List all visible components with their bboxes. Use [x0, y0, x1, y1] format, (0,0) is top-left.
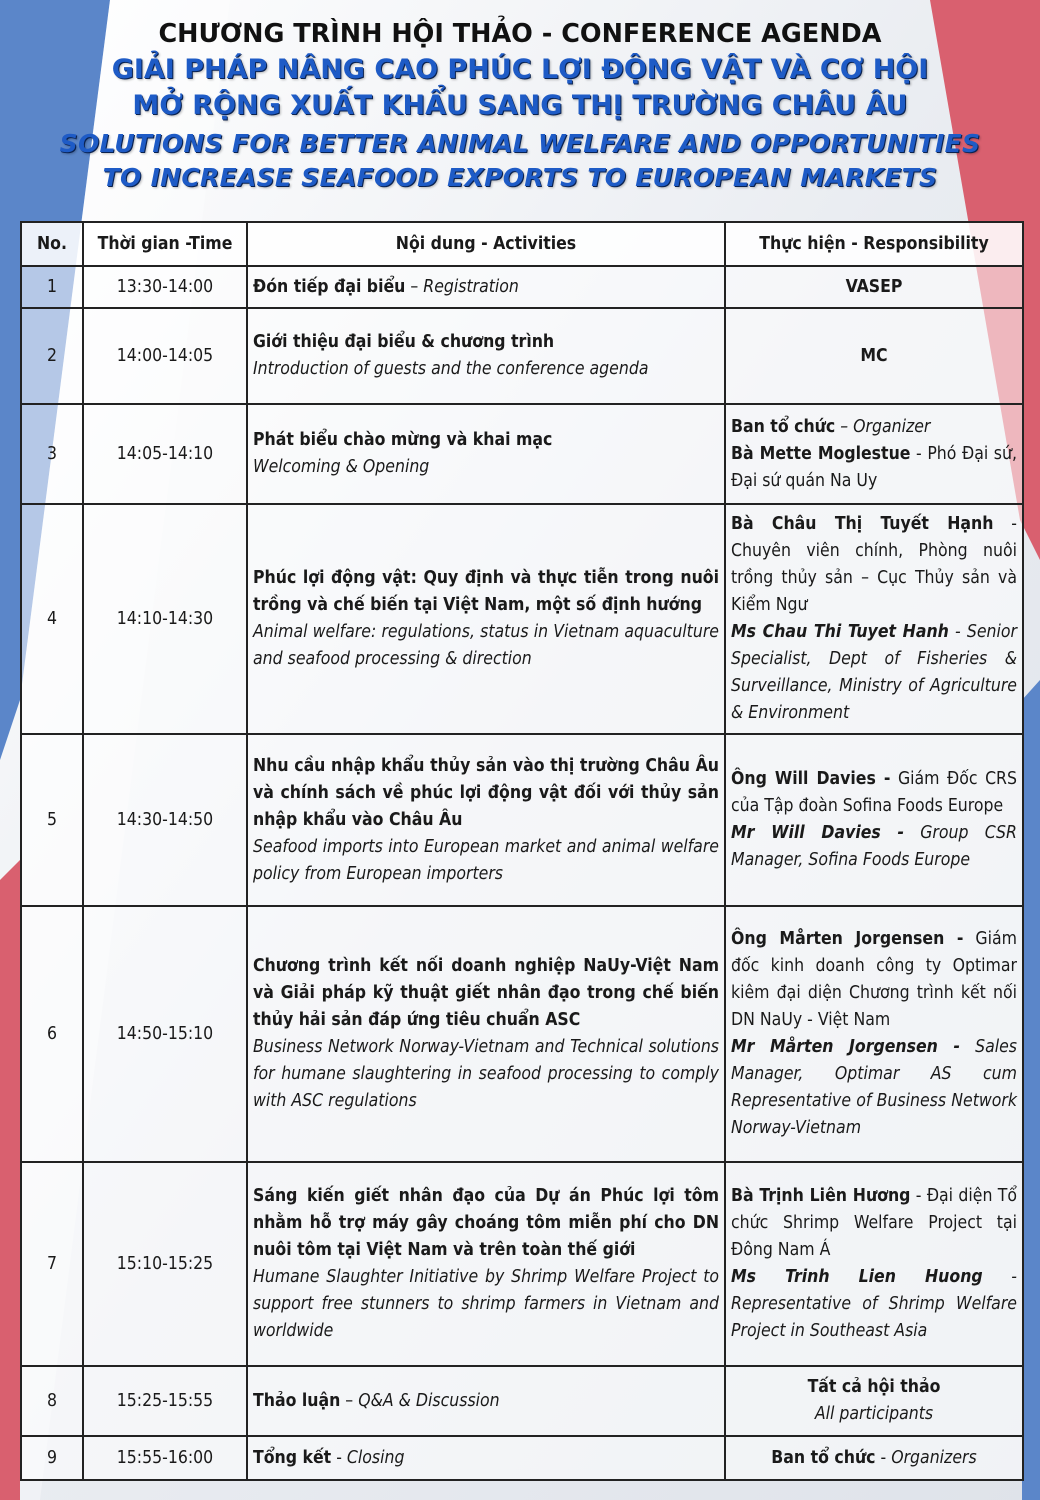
responsibility-name: Bà Châu Thị Tuyết Hạnh	[731, 514, 994, 534]
responsibility-en: All participants	[814, 1404, 934, 1424]
table-header-row	[21, 222, 1023, 266]
activity-en: Animal welfare: regulations, status in Vietnam aquaculture and seafood processing & direction	[253, 622, 719, 669]
row-time: 15:10-15:25	[83, 1162, 247, 1366]
responsibility-name: Ms Trinh Lien Huong	[731, 1267, 983, 1287]
row-activity	[247, 1436, 725, 1480]
row-time: 15:25-15:55	[83, 1366, 247, 1436]
table-row	[21, 308, 1023, 404]
agenda-title: CHƯƠNG TRÌNH HỘI THẢO - CONFERENCE AGENDA	[158, 19, 882, 49]
responsibility-vi	[731, 1183, 1017, 1264]
responsibility-name: VASEP	[845, 276, 903, 297]
agenda-header	[0, 0, 1040, 195]
row-responsibility	[725, 308, 1023, 404]
activity-separator: –	[405, 276, 424, 297]
row-time: 15:55-16:00	[83, 1436, 247, 1480]
row-activity	[247, 504, 725, 734]
activity-separator: -	[331, 1447, 347, 1468]
table-row	[21, 1366, 1023, 1436]
activity-en: Registration	[423, 276, 519, 297]
responsibility-name: Mr Mårten Jorgensen -	[731, 1037, 960, 1057]
row-number: 9	[21, 1436, 83, 1480]
responsibility-name: Ms Chau Thi Tuyet Hanh	[731, 622, 949, 642]
activity-vi: Nhu cầu nhập khẩu thủy sản vào thị trường Châu Âu và chính sách về phúc lợi động vật đối với thủy sản nhập khẩu vào Châu Âu	[253, 755, 719, 830]
responsibility-role: – Organizer	[835, 416, 931, 437]
responsibility-role: - Phó Đại sứ, Đại sứ quán Na Uy	[731, 443, 1017, 491]
blue-stripe-bottom-right	[1022, 680, 1040, 1500]
column-header-responsibility: Thực hiện - Responsibility	[725, 222, 1023, 266]
row-responsibility	[725, 404, 1023, 504]
responsibility-separator: -	[875, 1447, 892, 1468]
activity-en: Seafood imports into European market and animal welfare policy from European importers	[253, 836, 719, 884]
responsibility-name: Ông Will Davies -	[731, 769, 891, 789]
activity-en: Humane Slaughter Initiative by Shrimp Welfare Project to support free stunners to shrimp farmers in Vietnam and worldwide	[253, 1267, 719, 1341]
activity-vi: Đón tiếp đại biểu	[253, 276, 406, 297]
row-time: 14:00-14:05	[83, 308, 247, 404]
activity-vi: Thảo luận	[253, 1390, 341, 1411]
responsibility-role: - Representative of Shrimp Welfare Project in Southeast Asia	[731, 1267, 1017, 1341]
responsibility-role: - Chuyên viên chính, Phòng nuôi trồng thủy sản – Cục Thủy sản và Kiểm Ngư	[731, 514, 1017, 615]
activity-en: Q&A & Discussion	[358, 1390, 500, 1411]
row-number: 8	[21, 1366, 83, 1436]
red-stripe-bottom-left	[0, 860, 20, 1500]
responsibility-en	[731, 1034, 1017, 1142]
responsibility-organizer	[731, 414, 1017, 441]
row-responsibility	[725, 266, 1023, 308]
activity-en: Closing	[346, 1447, 405, 1468]
responsibility-name: Mr Will Davies -	[731, 823, 905, 843]
responsibility-role: Giám Đốc CRS của Tập đoàn Sofina Foods Europe	[731, 769, 1017, 816]
responsibility-speaker	[731, 441, 1017, 495]
title-vi-line1: GIẢI PHÁP NÂNG CAO PHÚC LỢI ĐỘNG VẬT VÀ CƠ HỘI	[111, 54, 929, 85]
responsibility-vi	[731, 766, 1017, 820]
table-row	[21, 906, 1023, 1162]
row-number: 6	[21, 906, 83, 1162]
row-activity	[247, 404, 725, 504]
row-responsibility	[725, 1436, 1023, 1480]
table-row	[21, 734, 1023, 906]
table-row	[21, 404, 1023, 504]
responsibility-name: Bà Trịnh Liên Hương	[731, 1186, 911, 1206]
responsibility-name: Ông Mårten Jorgensen -	[731, 929, 964, 949]
row-time: 14:30-14:50	[83, 734, 247, 906]
table-row	[21, 1436, 1023, 1480]
table-row	[21, 266, 1023, 308]
title-vi-line2: MỞ RỘNG XUẤT KHẨU SANG THỊ TRƯỜNG CHÂU ÂU	[132, 90, 908, 121]
row-number: 2	[21, 308, 83, 404]
activity-separator: –	[340, 1390, 359, 1411]
row-activity	[247, 266, 725, 308]
row-responsibility	[725, 504, 1023, 734]
responsibility-vi	[731, 511, 1017, 619]
row-number: 7	[21, 1162, 83, 1366]
row-time: 14:50-15:10	[83, 906, 247, 1162]
row-activity	[247, 1366, 725, 1436]
activity-en: Introduction of guests and the conference agenda	[253, 359, 649, 379]
column-header-no: No.	[21, 222, 83, 266]
activity-vi: Phát biểu chào mừng và khai mạc	[253, 430, 553, 450]
row-time: 13:30-14:00	[83, 266, 247, 308]
title-en-line2: TO INCREASE SEAFOOD EXPORTS TO EUROPEAN MARKETS	[102, 163, 938, 192]
responsibility-role: - Đại diện Tổ chức Shrimp Welfare Project tại Đông Nam Á	[731, 1186, 1017, 1260]
responsibility-name: Ban tổ chức	[731, 416, 836, 437]
activity-en: Business Network Norway-Vietnam and Technical solutions for humane slaughtering in seafood processing to comply with ASC regulations	[253, 1037, 719, 1111]
row-activity	[247, 906, 725, 1162]
responsibility-vi	[731, 926, 1017, 1034]
row-number: 5	[21, 734, 83, 906]
row-time: 14:05-14:10	[83, 404, 247, 504]
table-row	[21, 504, 1023, 734]
responsibility-role: - Senior Specialist, Dept of Fisheries & Surveillance, Ministry of Agriculture & Environment	[731, 622, 1017, 723]
row-responsibility	[725, 1366, 1023, 1436]
responsibility-name: MC	[860, 345, 888, 366]
activity-vi: Chương trình kết nối doanh nghiệp NaUy-Việt Nam và Giải pháp kỹ thuật giết nhân đạo trong chế biến thủy hải sản đáp ứng tiêu chuẩn ASC	[253, 956, 719, 1030]
title-en-line1: SOLUTIONS FOR BETTER ANIMAL WELFARE AND OPPORTUNITIES	[59, 129, 981, 158]
table-row	[21, 1162, 1023, 1366]
responsibility-vi: Ban tổ chức	[771, 1447, 876, 1468]
agenda-table	[20, 221, 1024, 1481]
responsibility-role: Group CSR Manager, Sofina Foods Europe	[731, 823, 1017, 870]
row-number: 4	[21, 504, 83, 734]
activity-vi: Giới thiệu đại biểu & chương trình	[253, 332, 555, 352]
column-header-time: Thời gian -Time	[83, 222, 247, 266]
row-responsibility	[725, 906, 1023, 1162]
row-number: 3	[21, 404, 83, 504]
responsibility-role: Giám đốc kinh doanh công ty Optimar kiêm đại diện Chương trình kết nối DN NaUy - Việt Nam	[731, 929, 1017, 1030]
responsibility-name: Bà Mette Moglestue	[731, 443, 911, 464]
activity-vi: Tổng kết	[253, 1447, 332, 1468]
activity-vi: Sáng kiến giết nhân đạo của Dự án Phúc lợi tôm nhằm hỗ trợ máy gây choáng tôm miễn phí cho DN nuôi tôm tại Việt Nam và trên toàn thế giới	[253, 1186, 719, 1260]
row-number: 1	[21, 266, 83, 308]
responsibility-en	[731, 820, 1017, 874]
responsibility-vi: Tất cả hội thảo	[807, 1377, 941, 1397]
row-time: 14:10-14:30	[83, 504, 247, 734]
activity-en: Welcoming & Opening	[253, 457, 430, 477]
responsibility-role: Sales Manager, Optimar AS cum Representative of Business Network Norway-Vietnam	[731, 1037, 1017, 1138]
activity-vi: Phúc lợi động vật: Quy định và thực tiễn trong nuôi trồng và chế biến tại Việt Nam, một số định hướng	[253, 568, 719, 615]
row-activity	[247, 1162, 725, 1366]
responsibility-en	[731, 619, 1017, 727]
row-activity	[247, 734, 725, 906]
responsibility-en: Organizers	[891, 1447, 977, 1468]
responsibility-en	[731, 1264, 1017, 1345]
row-activity	[247, 308, 725, 404]
row-responsibility	[725, 1162, 1023, 1366]
row-responsibility	[725, 734, 1023, 906]
column-header-activities: Nội dung - Activities	[247, 222, 725, 266]
